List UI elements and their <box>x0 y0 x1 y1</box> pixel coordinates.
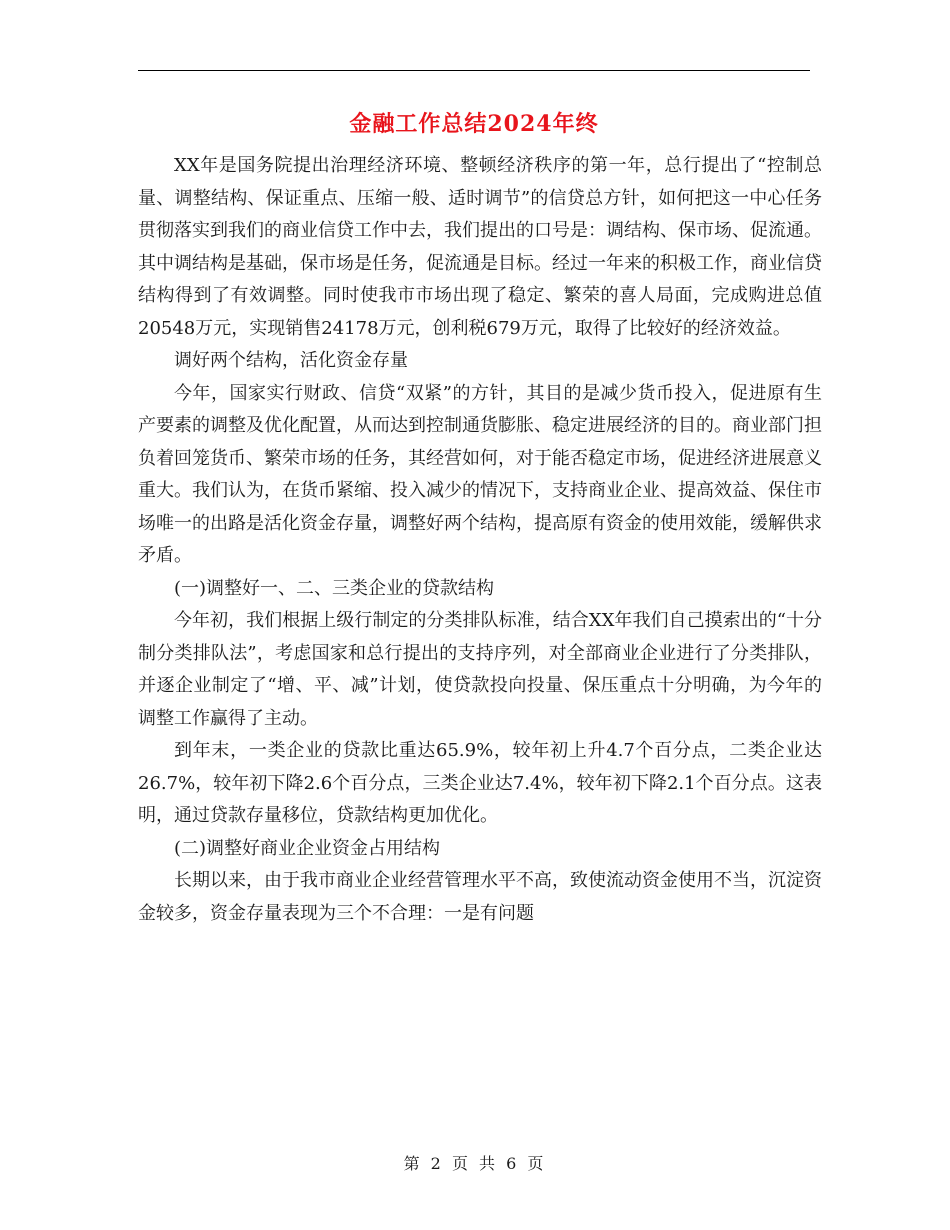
subsection-heading-2: (二)调整好商业企业资金占用结构 <box>174 837 441 859</box>
document-title: 金融工作总结2024年终 <box>349 111 599 137</box>
paragraph-intro: XX年是国务院提出治理经济环境、整顿经济秩序的第一年，总行提出了“控制总量、调整结构、保证重点、压缩一般、适时调节”的信贷总方针，如何把这一中心任务贯彻落实到我们的商业信贷工作中去，我们提出的口号是：调结构、保市场、促流通。其中调结构是基础，保市场是任务，促流通是目标。经过一年来的积极工作，商业信贷结构得到了有效调整。同时使我市市场出现了稳定、繁荣的喜人局面，完成购进总值20548万元，实现销售24178万元，创利税679万元，取得了比较好的经济效益。 <box>138 155 822 339</box>
document-body <box>138 150 822 930</box>
paragraph-classification: 今年初，我们根据上级行制定的分类排队标准，结合XX年我们自己摸索出的“十分制分类排队法”，考虑国家和总行提出的支持序列，对全部商业企业进行了分类排队，并逐企业制定了“增、平、减”计划，使贷款投向投量、保压重点十分明确，为今年的调整工作赢得了主动。 <box>138 610 822 729</box>
paragraph-results: 到年末，一类企业的贷款比重达65.9%，较年初上升4.7个百分点，二类企业达26.7%，较年初下降2.6个百分点，三类企业达7.4%，较年初下降2.1个百分点。这表明，通过贷款存量移位，贷款结构更加优化。 <box>138 740 822 826</box>
section-heading: 调好两个结构，活化资金存量 <box>174 350 408 371</box>
paragraph-capital-structure: 长期以来，由于我市商业企业经营管理水平不高，致使流动资金使用不当，沉淀资金较多，资金存量表现为三个不合理：一是有问题 <box>138 870 822 924</box>
header-rule <box>138 70 810 71</box>
paragraph-policy: 今年，国家实行财政、信贷“双紧”的方针，其目的是减少货币投入，促进原有生产要素的调整及优化配置，从而达到控制通货膨胀、稳定进展经济的目的。商业部门担负着回笼货币、繁荣市场的任务，其经营如何，对于能否稳定市场，促进经济进展意义重大。我们认为，在货币紧缩、投入减少的情况下，支持商业企业、提高效益、保住市场唯一的出路是活化资金存量，调整好两个结构，提高原有资金的使用效能，缓解供求矛盾。 <box>138 382 822 566</box>
subsection-heading-1: (一)调整好一、二、三类企业的贷款结构 <box>174 577 495 599</box>
page-number: 第 2 页 共 6 页 <box>403 1154 547 1173</box>
